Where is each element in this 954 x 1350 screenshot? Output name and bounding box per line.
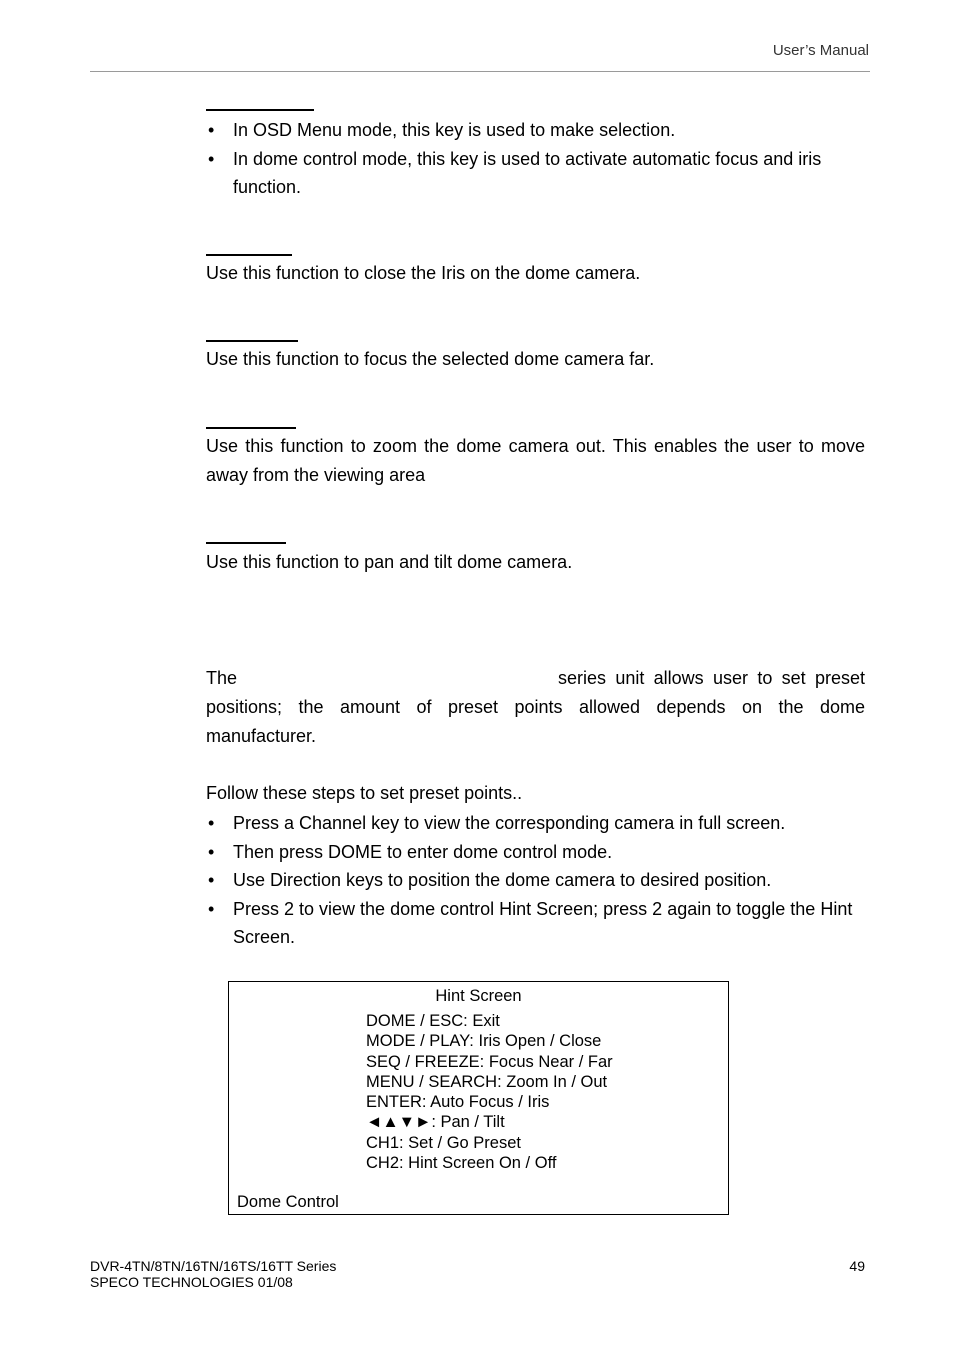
section-heading-bar-enter — [206, 109, 314, 111]
bullet-icon: • — [208, 120, 215, 140]
list-item — [206, 145, 866, 202]
list-item — [206, 838, 866, 867]
footer-company: SPECO TECHNOLOGIES 01/08 — [90, 1274, 293, 1290]
page-number: 49 — [849, 1258, 865, 1274]
hint-line: ENTER: Auto Focus / Iris — [366, 1093, 550, 1112]
focus-far-description: Use this function to focus the selected dome camera far. — [206, 349, 655, 369]
hint-screen-lines — [366, 1011, 613, 1173]
hint-line: MODE / PLAY: Iris Open / Close — [366, 1032, 602, 1051]
section-heading-bar-focus-far — [206, 340, 298, 342]
preset-steps-intro: Follow these steps to set preset points.. — [206, 783, 523, 803]
enter-bullet-list — [206, 116, 866, 202]
bullet-icon: • — [208, 870, 215, 890]
section-heading-bar-zoom-out — [206, 427, 296, 429]
pan-tilt-description: Use this function to pan and tilt dome camera. — [206, 552, 573, 572]
preset-intro-lead: The — [206, 668, 238, 688]
hint-screen-footer: Dome Control — [237, 1193, 339, 1211]
preset-steps-list — [206, 809, 866, 952]
hint-line: ◄▲▼►: Pan / Tilt — [366, 1113, 505, 1132]
header-divider — [90, 71, 870, 72]
list-item-text: In OSD Menu mode, this key is used to make selection. — [233, 120, 676, 140]
preset-intro-rest: series unit allows user to set preset positions; the amount of preset points allowed depends on the dome manufacturer. — [206, 668, 865, 746]
list-item-text: Press a Channel key to view the corresponding camera in full screen. — [233, 813, 786, 833]
list-item-text: Then press DOME to enter dome control mode. — [233, 841, 613, 862]
section-heading-bar-pan-tilt — [206, 542, 286, 544]
list-item-text: Use Direction keys to position the dome camera to desired position. — [233, 870, 772, 890]
list-item-text: In dome control mode, this key is used to activate automatic focus and iris function. — [233, 148, 822, 197]
section-heading-bar-iris-close — [206, 254, 292, 256]
preset-intro-text — [206, 664, 865, 751]
bullet-icon: • — [208, 148, 215, 169]
hint-line: CH1: Set / Go Preset — [366, 1133, 521, 1152]
list-item — [206, 895, 866, 952]
header-title: User’s Manual — [772, 42, 869, 59]
list-item — [206, 866, 866, 895]
hint-line: DOME / ESC: Exit — [366, 1012, 500, 1030]
list-item — [206, 809, 866, 838]
list-item — [206, 116, 866, 145]
iris-close-description: Use this function to close the Iris on the dome camera. — [206, 263, 641, 283]
list-item-text: Press 2 to view the dome control Hint Screen; press 2 again to toggle the Hint Screen. — [233, 898, 853, 947]
zoom-out-description: Use this function to zoom the dome camera out. This enables the user to move away from the viewing area — [206, 436, 865, 485]
bullet-icon: • — [208, 841, 215, 862]
hint-screen-box — [228, 981, 729, 1215]
footer-model: DVR-4TN/8TN/16TN/16TS/16TT Series — [90, 1258, 337, 1274]
hint-screen-title: Hint Screen — [435, 987, 522, 1005]
hint-line: SEQ / FREEZE: Focus Near / Far — [366, 1052, 613, 1071]
bullet-icon: • — [208, 813, 215, 833]
footer-left — [90, 1258, 336, 1290]
hint-line: MENU / SEARCH: Zoom In / Out — [366, 1072, 608, 1091]
bullet-icon: • — [208, 898, 215, 919]
hint-line: CH2: Hint Screen On / Off — [366, 1154, 557, 1173]
